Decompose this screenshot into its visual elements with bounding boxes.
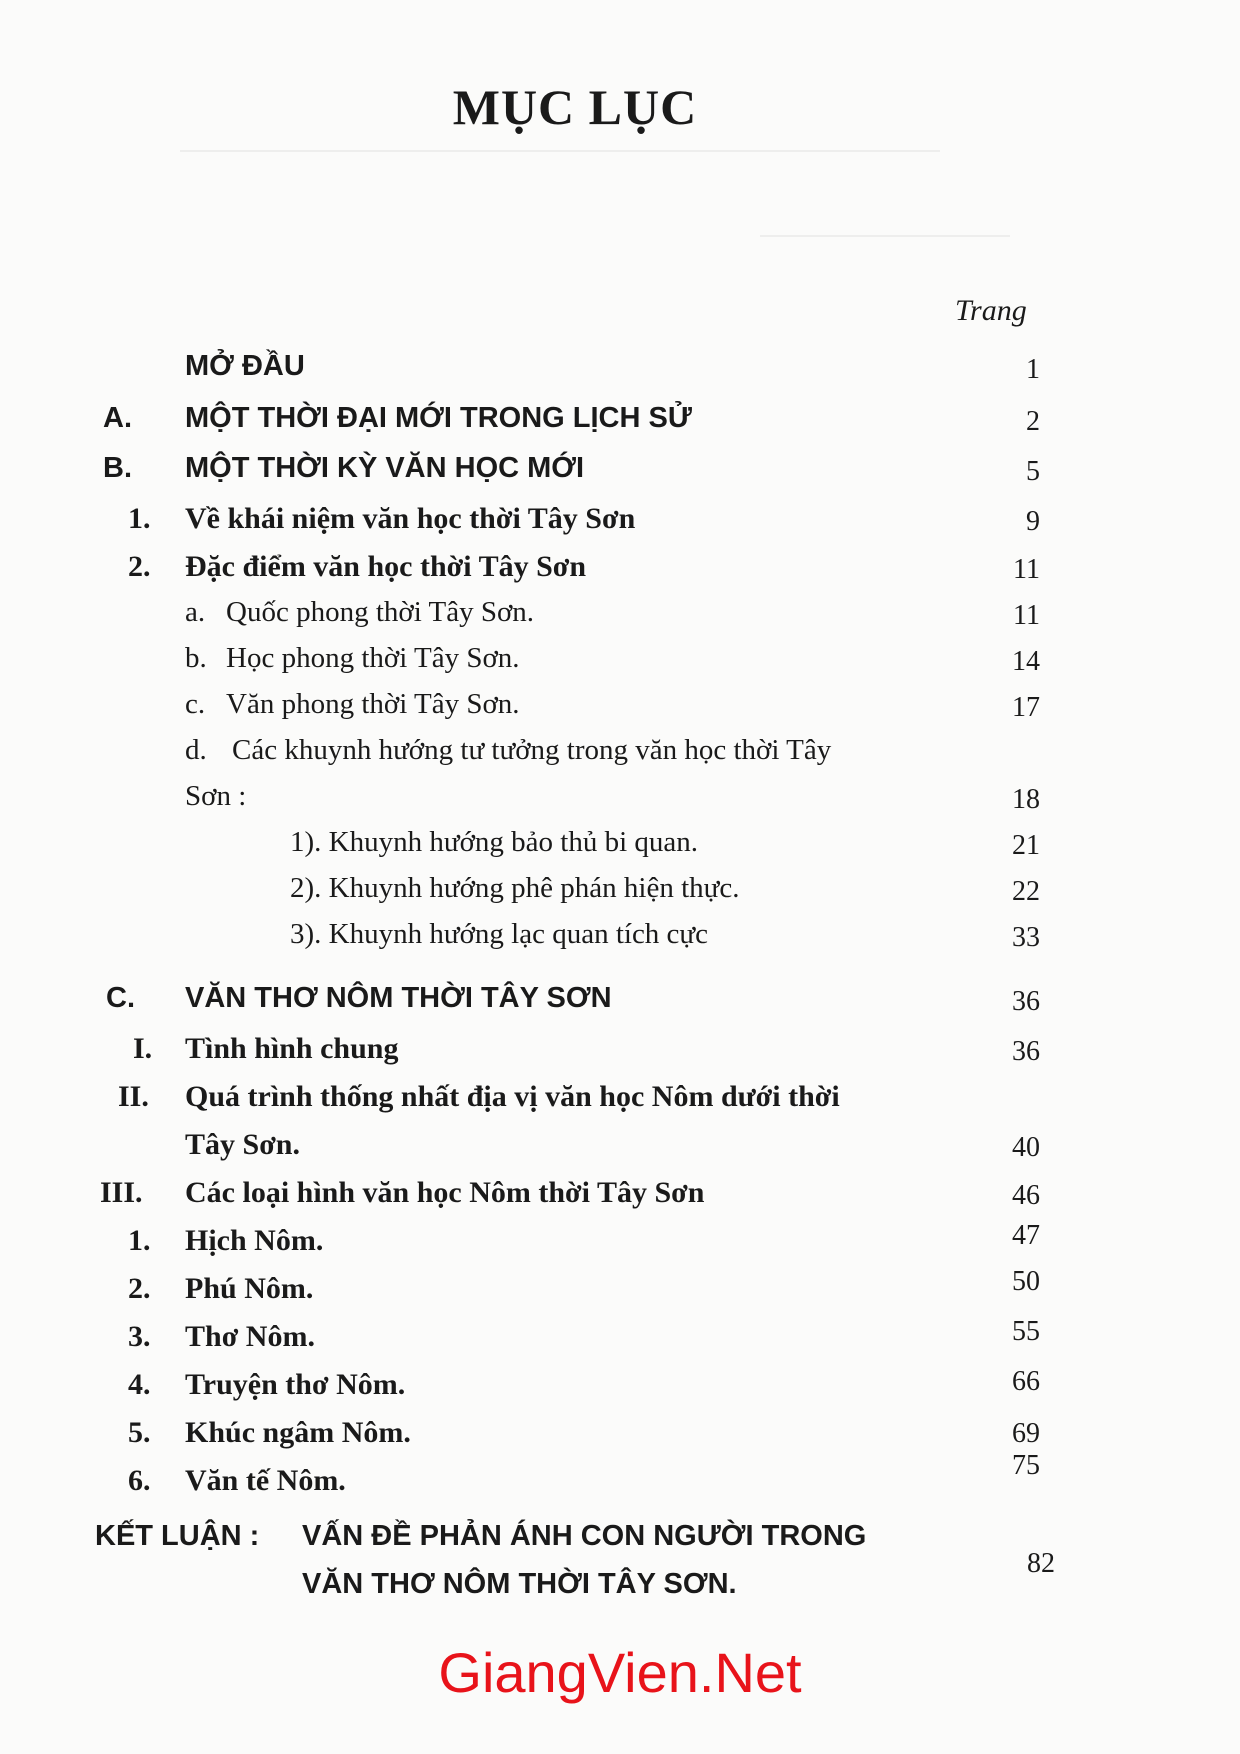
toc-entry-page: 33: [1012, 922, 1040, 953]
toc-entry-continuation: [0, 780, 1240, 826]
toc-entry-text: Học phong thời Tây Sơn.: [226, 642, 520, 674]
toc-entry-label: a.: [185, 596, 206, 628]
toc-entry-label: III.: [100, 1176, 143, 1209]
toc-entry-label: 4.: [128, 1368, 151, 1401]
toc-entry-page: 5: [1026, 456, 1040, 487]
toc-entry-text: Quốc phong thời Tây Sơn.: [226, 596, 535, 628]
toc-entry: [0, 350, 1240, 396]
toc-entry-label: 5.: [128, 1416, 151, 1449]
toc-entry-label: 1.: [128, 1224, 151, 1257]
toc-entry-label: A.: [103, 402, 132, 434]
toc-entry-text: MỘT THỜI ĐẠI MỚI TRONG LỊCH SỬ: [185, 402, 692, 434]
toc-entry-page: 36: [1012, 1036, 1040, 1067]
toc-entry-continuation: [0, 1128, 1240, 1174]
toc-entry-text: Về khái niệm văn học thời Tây Sơn: [185, 502, 636, 535]
toc-entry-label: 3.: [128, 1320, 151, 1353]
toc-entry: [0, 688, 1240, 734]
toc-entry: [0, 1032, 1240, 1078]
toc-entry-page: 14: [1012, 646, 1040, 677]
toc-entry-text: Hịch Nôm.: [185, 1224, 324, 1257]
toc-entry: [0, 1176, 1240, 1222]
toc-entry-page: 55: [1012, 1316, 1040, 1347]
toc-entry-page: 9: [1026, 506, 1040, 537]
toc-entry-text: 2). Khuynh hướng phê phán hiện thực.: [290, 872, 740, 904]
toc-entry-page: 11: [1013, 554, 1040, 585]
toc-entry-text: MỞ ĐẦU: [185, 350, 305, 382]
toc-entry-text: Thơ Nôm.: [185, 1320, 315, 1353]
toc-entry-text-continued: VĂN THƠ NÔM THỜI TÂY SƠN.: [302, 1568, 737, 1600]
page-title: MỤC LỤC: [452, 79, 698, 135]
toc-entry: [0, 1266, 1240, 1318]
toc-entry-text: Các loại hình văn học Nôm thời Tây Sơn: [185, 1176, 705, 1209]
toc-entry: [0, 642, 1240, 688]
toc-entry-page: 18: [1012, 784, 1040, 815]
toc-entry: [0, 734, 1240, 780]
toc-entry-text-continued: Sơn :: [185, 780, 247, 812]
toc-entry: [0, 872, 1240, 918]
watermark: GiangVien.Net: [438, 1641, 802, 1704]
toc-entry-label: KẾT LUẬN :: [95, 1520, 260, 1552]
page-column-header: Trang: [955, 294, 1027, 327]
toc-entry-text: Tình hình chung: [185, 1032, 399, 1065]
toc-entry-page: 17: [1012, 692, 1040, 723]
toc-entry-label: c.: [185, 688, 206, 720]
toc-entry-page: 1: [1026, 354, 1040, 385]
toc-entry-label: C.: [106, 982, 135, 1014]
toc-entry: [0, 982, 1240, 1028]
toc-entry: [0, 452, 1240, 498]
toc-entry-text: Truyện thơ Nôm.: [185, 1368, 406, 1401]
toc-entry: [0, 402, 1240, 448]
toc-entry-page: 69: [1012, 1418, 1040, 1449]
toc-entry-page: 21: [1012, 830, 1040, 861]
toc-entry: [0, 502, 1240, 548]
toc-entry-text-continued: Tây Sơn.: [185, 1128, 300, 1161]
toc-entry: [0, 1368, 1240, 1414]
toc-entry-page: 11: [1013, 600, 1040, 631]
toc-entry-text: Quá trình thống nhất địa vị văn học Nôm dưới thời: [185, 1080, 840, 1113]
toc-entry: [0, 596, 1240, 642]
toc-entry-page: 2: [1026, 406, 1040, 437]
toc-entry-page: 36: [1012, 986, 1040, 1017]
toc-entry-page: 46: [1012, 1180, 1040, 1211]
toc-entry: [0, 1316, 1240, 1366]
toc-entry-text: VẤN ĐỀ PHẢN ÁNH CON NGƯỜI TRONG: [302, 1520, 867, 1552]
toc-entry-text: 3). Khuynh hướng lạc quan tích cực: [290, 918, 709, 950]
toc-entry: [0, 1416, 1240, 1462]
toc-entry: [0, 1450, 1240, 1510]
toc-entry-text: MỘT THỜI KỲ VĂN HỌC MỚI: [185, 452, 585, 484]
toc-entry-page: 50: [1012, 1266, 1040, 1297]
toc-entry-page: 40: [1012, 1132, 1040, 1163]
toc-entry-label: b.: [185, 642, 207, 674]
toc-entry-label: 2.: [128, 1272, 151, 1305]
toc-entry-label: 6.: [128, 1464, 151, 1497]
toc-entry-label: I.: [133, 1032, 153, 1065]
toc-entry-label: 1.: [128, 502, 151, 535]
toc-entry: [0, 826, 1240, 872]
toc-entry-text: Đặc điểm văn học thời Tây Sơn: [185, 550, 587, 583]
toc-entry-text: Phú Nôm.: [185, 1272, 314, 1305]
toc-entry-page: 75: [1012, 1450, 1040, 1481]
toc-entry-page: 82: [1027, 1548, 1055, 1579]
toc-entry-text: Các khuynh hướng tư tưởng trong văn học thời Tây: [232, 734, 832, 766]
toc-entry-label: 2.: [128, 550, 151, 583]
toc-entry-continuation: [0, 1548, 1240, 1614]
toc-entry-page: 47: [1012, 1220, 1040, 1251]
toc-entry-text: 1). Khuynh hướng bảo thủ bi quan.: [290, 826, 699, 858]
toc-entry: [0, 1220, 1240, 1270]
toc-entry-label: d.: [185, 734, 207, 766]
toc-entry-text: Văn phong thời Tây Sơn.: [226, 688, 520, 720]
toc-entry-page: 22: [1012, 876, 1040, 907]
toc-entry-text: Khúc ngâm Nôm.: [185, 1416, 411, 1449]
toc-entry: [0, 918, 1240, 964]
bleed-through-mark: [760, 205, 1010, 237]
toc-entry: [0, 1080, 1240, 1126]
toc-entry: [0, 550, 1240, 596]
toc-entry-label: II.: [118, 1080, 149, 1113]
toc-entry-text: Văn tế Nôm.: [185, 1464, 346, 1497]
toc-entry-page: 66: [1012, 1366, 1040, 1397]
toc-entry-label: B.: [103, 452, 132, 484]
toc-entry-text: VĂN THƠ NÔM THỜI TÂY SƠN: [185, 982, 612, 1014]
